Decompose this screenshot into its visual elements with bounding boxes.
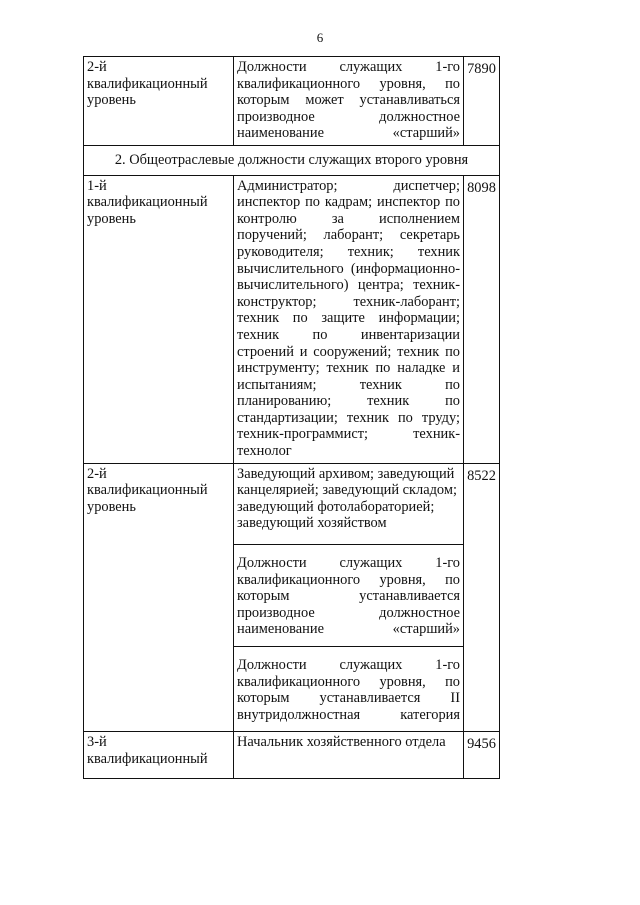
qualification-level: 1-й квалификационный уровень — [84, 175, 234, 463]
table-row — [84, 57, 500, 146]
section-title: 2. Общеотраслевые должности служащих второго уровня — [84, 145, 500, 175]
salary-value: 8522 — [464, 463, 500, 732]
salary-value: 7890 — [464, 57, 500, 146]
position-list: Должности служащих 1-го квалификационного уровня, по которым устанавливается II внутридолжностная категория — [234, 647, 464, 732]
position-list: Должности служащих 1-го квалификационного уровня, по которым устанавливается производное должностное наименование «старший» — [234, 545, 464, 647]
salary-value: 9456 — [464, 732, 500, 778]
position-list: Должности служащих 1-го квалификационного уровня, по которым может устанавливаться производное должностное наименование «старший» — [234, 57, 464, 146]
section-row — [84, 145, 500, 175]
table-row — [84, 732, 500, 778]
salary-value: 8098 — [464, 175, 500, 463]
qualification-level: 2-й квалификационный уровень — [84, 57, 234, 146]
qualification-level: 2-й квалификационный уровень — [84, 463, 234, 732]
position-list: Начальник хозяйственного отдела — [234, 732, 464, 778]
qualification-table — [83, 56, 500, 779]
table-row — [84, 463, 500, 544]
page-number: 6 — [316, 30, 324, 45]
qualification-level: 3-й квалификационный — [84, 732, 234, 778]
position-list: Заведующий архивом; заведующий канцелярией; заведующий складом; заведующий фотолабораторией; заведующий хозяйством — [234, 463, 464, 544]
position-list: Администратор; диспетчер; инспектор по кадрам; инспектор по контролю за исполнением поручений; лаборант; секретарь руководителя; техник; техник вычислительного (информационно-вычислительного) центра; техник-конструктор; техник-лаборант; техник по защите информации; техник по инвентаризации строений и сооружений; техник по инструменту; техник по наладке и испытаниям; техник по планированию; техник по стандартизации; техник по труду; техник-программист; техник-технолог — [234, 175, 464, 463]
table-row — [84, 175, 500, 463]
